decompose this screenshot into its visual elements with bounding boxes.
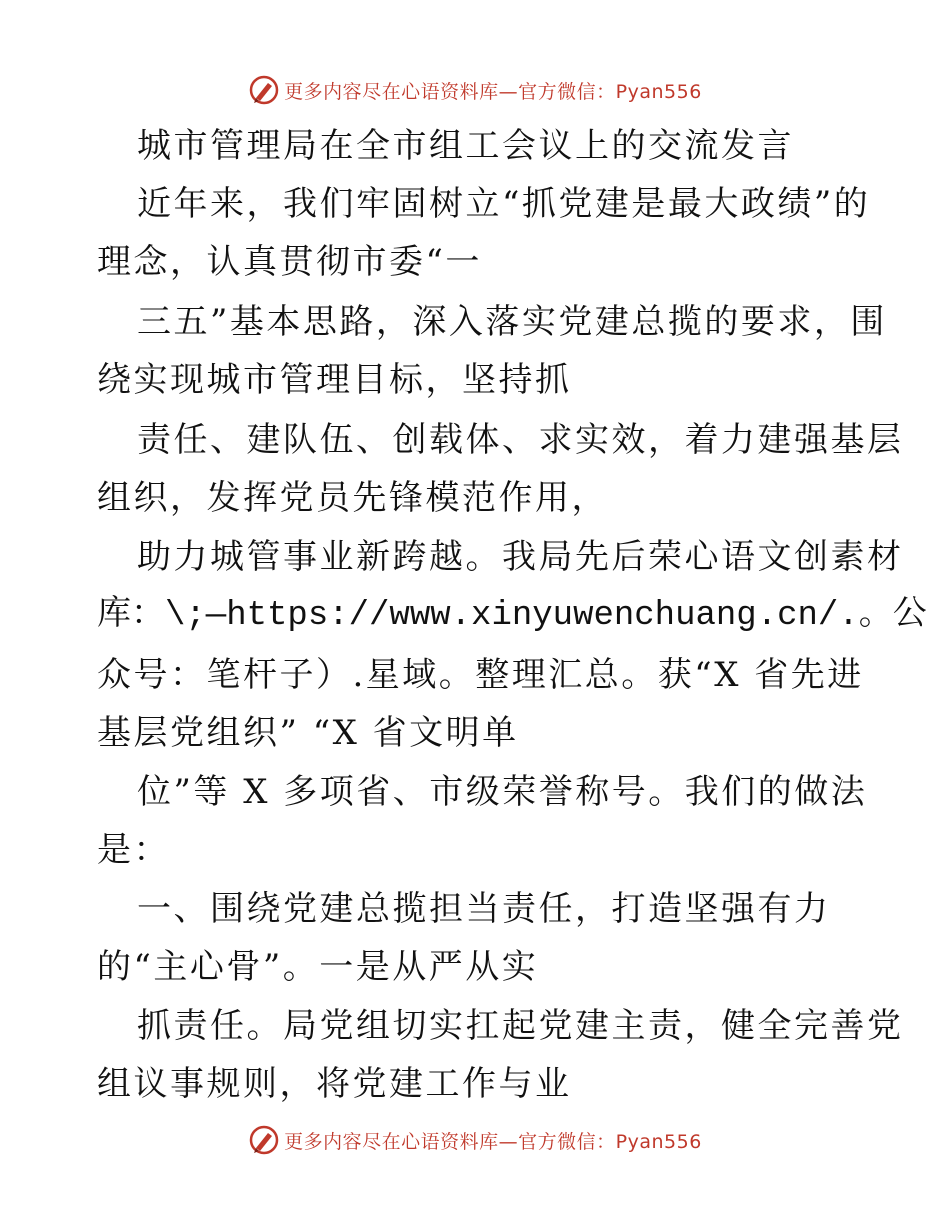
watermark-text: 更多内容尽在心语资料库—官方微信：Pyan556 xyxy=(284,1130,702,1153)
section-heading: 一、围绕党建总揽担当责任，打造坚强有力 xyxy=(137,889,831,929)
text-line: 基层党组织” “X 省文明单 xyxy=(97,713,519,753)
text-line: 位”等 X 多项省、市级荣誉称号。我们的做法 xyxy=(137,772,868,812)
watermark-text: 更多内容尽在心语资料库—官方微信：Pyan556 xyxy=(284,80,702,103)
text-line: 责任、建队伍、创载体、求实效，着力建强基层 xyxy=(137,420,904,460)
watermark-footer xyxy=(0,1120,950,1160)
text-line: 近年来，我们牢固树立“抓党建是最大政绩”的 xyxy=(137,184,871,224)
text-line: 是： xyxy=(97,830,170,870)
text-line: 组议事规则，将党建工作与业 xyxy=(97,1064,572,1104)
document-title: 城市管理局在全市组工会议上的交流发言 xyxy=(137,126,794,166)
text-line: 抓责任。局党组切实扛起党建主责，健全完善党 xyxy=(137,1006,904,1046)
text-line: 三五”基本思路，深入落实党建总揽的要求，围 xyxy=(137,302,887,342)
text-line: 的“主心骨”。一是从严从实 xyxy=(97,947,539,987)
text-line: 理念，认真贯彻市委“一 xyxy=(97,242,482,282)
text-line: 助力城管事业新跨越。我局先后荣心语文创素材 xyxy=(137,537,904,577)
text-line: 众号：笔杆子）.星域。整理汇总。获“X 省先进 xyxy=(97,655,864,695)
text-line: 组织，发挥党员先锋模范作用， xyxy=(97,478,608,518)
pen-logo-icon xyxy=(248,1124,280,1156)
text-line: 库：\;—https://www.xinyuwenchuang.cn/.。公 xyxy=(97,597,927,635)
text-line: 绕实现城市管理目标，坚持抓 xyxy=(97,360,572,400)
